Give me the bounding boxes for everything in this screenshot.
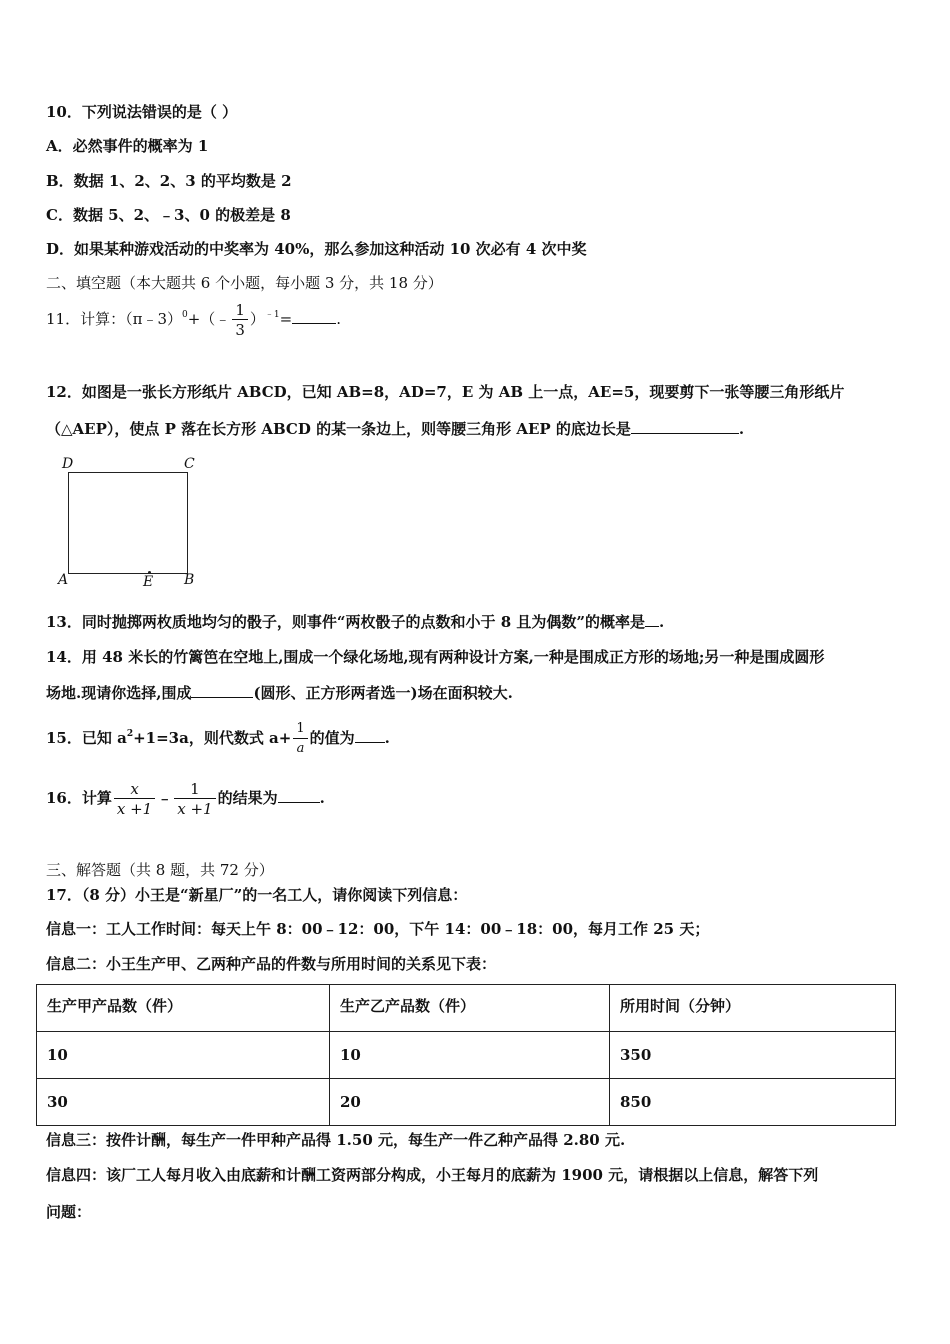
q10-option-b: B．数据 1、2、2、3 的平均数是 2 (46, 172, 292, 190)
q15-frac-num: 1 (296, 720, 305, 736)
q17-info4-line1: 信息四：该厂工人每月收入由底薪和计酬工资两部分构成，小王每月的底薪为 1900 元，请根据以上信息，解答下列 (46, 1166, 819, 1184)
q17-info4-line2: 问题： (46, 1203, 92, 1221)
label-b: B (184, 572, 195, 588)
q16-frac2-den: x +1 (174, 798, 215, 819)
table-cell: 20 (330, 1079, 610, 1126)
q17-info3: 信息三：按件计酬，每生产一件甲种产品得 1.50 元，每生产一件乙种产品得 2.80 元. (46, 1131, 626, 1149)
table-header-cell: 生产乙产品数（件） (330, 985, 610, 1032)
q16-frac2-num: 1 (190, 779, 200, 798)
q16-prefix: 16．计算 (46, 789, 112, 807)
q16-frac1-num: x (130, 779, 139, 798)
q13-answer-blank[interactable] (645, 612, 659, 627)
q16-answer-blank[interactable] (278, 788, 320, 803)
q10-option-d: D．如果某种游戏活动的中奖率为 40%，那么参加这种活动 10 次必有 4 次中奖 (46, 240, 587, 258)
label-a: A (58, 572, 69, 588)
q13-text: 13．同时抛掷两枚质地均匀的骰子，则事件“两枚骰子的点数和小于 8 且为偶数”的概率是 (46, 613, 646, 631)
q14-line1: 14．用 48 米长的竹篱笆在空地上,围成一个绿化场地,现有两种设计方案,一种是围成正方形的场地;另一种是围成圆形 (46, 648, 825, 666)
q16-fraction-1 (114, 780, 155, 819)
table-cell: 10 (330, 1032, 610, 1079)
label-e: E (143, 574, 154, 590)
q11-close: ） (249, 310, 265, 328)
q11-frac-num: 1 (235, 300, 245, 319)
production-time-table (36, 984, 896, 1126)
q11-prefix: 11．计算：（π﹣3） (46, 310, 182, 328)
q17-info1: 信息一：工人工作时间：每天上午 8：00﹣12：00，下午 14：00﹣18：00，每月工作 25 天； (46, 920, 710, 938)
q15 (46, 718, 390, 759)
q15-prefix: 15．已知 a (46, 729, 127, 747)
q11-exp1: ﹣1 (264, 310, 280, 320)
table-cell: 30 (37, 1079, 330, 1126)
q11-answer-blank[interactable] (292, 309, 336, 324)
q17-intro: 17．（8 分）小王是“新星厂”的一名工人，请你阅读下列信息： (46, 886, 468, 904)
table-header-cell: 生产甲产品数（件） (37, 985, 330, 1032)
table-header-row (37, 985, 896, 1032)
q11-fraction (232, 301, 248, 340)
q16-frac1-den: x +1 (114, 798, 155, 819)
table-header-cell: 所用时间（分钟） (610, 985, 896, 1032)
q11-end: . (336, 310, 341, 328)
q12-line1: 12．如图是一张长方形纸片 ABCD，已知 AB=8，AD=7，E 为 AB 上一点，AE=5，现要剪下一张等腰三角形纸片 (46, 383, 845, 401)
q11-suffix: = (279, 310, 293, 328)
q13-end: . (659, 613, 665, 631)
q15-mid: +1=3a，则代数式 a+ (133, 729, 292, 747)
section-fill-in-heading: 二、填空题（本大题共 6 个小题，每小题 3 分，共 18 分） (46, 274, 443, 292)
q14-line2 (46, 683, 513, 703)
q14-line2a: 场地.现请你选择,围成 (46, 684, 192, 702)
label-c: C (184, 456, 195, 472)
table-cell: 350 (610, 1032, 896, 1079)
q14-line2b: (圆形、正方形两者选一)场在面积较大. (253, 684, 513, 702)
table-cell: 10 (37, 1032, 330, 1079)
q11-exp0: 0 (182, 310, 188, 320)
q10-option-c: C．数据 5、2、﹣3、0 的极差是 8 (46, 206, 291, 224)
q14-answer-blank[interactable] (191, 683, 253, 698)
label-d: D (62, 456, 74, 472)
q17-info2: 信息二：小王生产甲、乙两种产品的件数与所用时间的关系见下表： (46, 955, 497, 973)
q16-suffix: 的结果为 (217, 789, 278, 807)
section-solutions-heading: 三、解答题（共 8 题，共 72 分） (46, 861, 274, 879)
q15-answer-blank[interactable] (355, 728, 385, 743)
rectangle-abcd-figure (56, 454, 206, 594)
q16-fraction-2 (174, 780, 215, 819)
q10-stem: 10．下列说法错误的是（ ） (46, 103, 238, 121)
q15-exp: 2 (126, 729, 134, 739)
q12-end: . (738, 420, 745, 438)
q16-end: . (319, 789, 325, 807)
q13 (46, 612, 664, 632)
q11-frac-den: 3 (232, 319, 248, 340)
q16-minus: ﹣ (157, 789, 173, 807)
table-row (37, 1032, 896, 1079)
q15-end: . (384, 729, 390, 747)
q15-fraction (293, 720, 307, 759)
q15-frac-den: a (293, 738, 307, 759)
q11-mid: +（﹣ (187, 310, 231, 328)
q11 (46, 300, 341, 340)
q12-line2 (46, 419, 744, 439)
rectangle-abcd (68, 472, 188, 574)
q16 (46, 776, 325, 820)
table-cell: 850 (610, 1079, 896, 1126)
q10-option-a: A．必然事件的概率为 1 (46, 137, 209, 155)
q12-answer-blank[interactable] (631, 419, 739, 434)
q12-line2-text: （△AEP），使点 P 落在长方形 ABCD 的某一条边上，则等腰三角形 AEP 的底边长是 (46, 420, 631, 438)
table-row (37, 1079, 896, 1126)
q15-suffix: 的值为 (309, 729, 355, 747)
